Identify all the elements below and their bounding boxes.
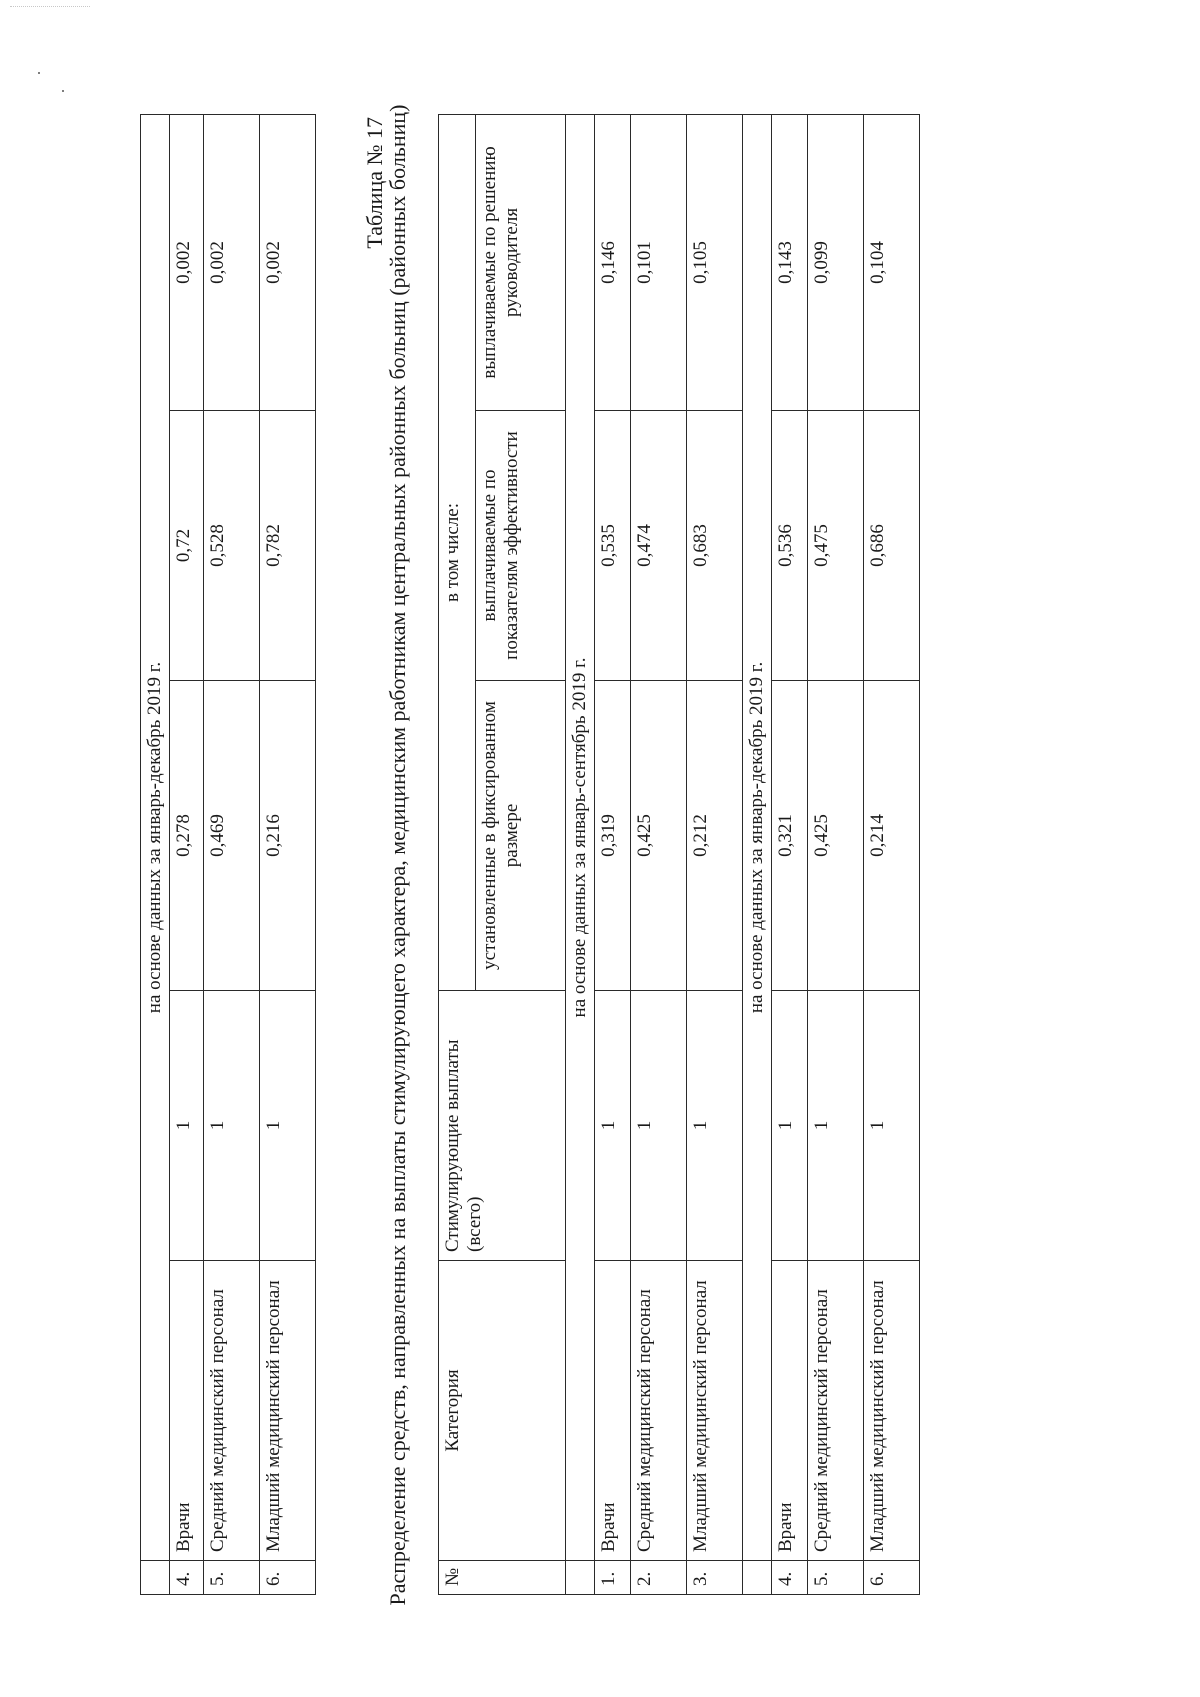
row-number: 4. [771, 1561, 807, 1595]
row-total: 1 [863, 991, 919, 1261]
row-number: 6. [259, 1561, 315, 1595]
row-manager: 0,143 [771, 114, 807, 410]
row-total: 1 [807, 991, 863, 1261]
table-row [863, 114, 919, 1594]
row-category: Младший медицинский персонал [686, 1261, 742, 1561]
header-including: в том числе: [439, 114, 476, 990]
row-manager: 0,101 [630, 114, 686, 410]
row-category: Средний медицинский персонал [807, 1261, 863, 1561]
row-category: Врачи [169, 1261, 203, 1561]
row-fixed: 0,214 [863, 681, 919, 991]
row-total: 1 [259, 991, 315, 1261]
section-row [566, 114, 595, 1594]
row-category: Средний медицинский персонал [630, 1261, 686, 1561]
row-efficiency: 0,475 [807, 411, 863, 681]
table-row [686, 114, 742, 1594]
row-number: 3. [686, 1561, 742, 1595]
table-17 [438, 114, 920, 1595]
row-fixed: 0,469 [203, 681, 259, 991]
row-category: Врачи [594, 1261, 630, 1561]
row-manager: 0,002 [203, 114, 259, 410]
table-row [807, 114, 863, 1594]
row-efficiency: 0,686 [863, 411, 919, 681]
row-number: 5. [203, 1561, 259, 1595]
row-efficiency: 0,528 [203, 411, 259, 681]
row-category: Средний медицинский персонал [203, 1261, 259, 1561]
header-efficiency: выплачиваемые по показателям эффективности [476, 411, 566, 681]
row-number: 1. [594, 1561, 630, 1595]
table-title: Распределение средств, направленных на выплаты стимулирующего характера, медицинским работникам центральных районных больниц (районных больниц) [385, 104, 410, 1606]
row-fixed: 0,319 [594, 681, 630, 991]
row-fixed: 0,278 [169, 681, 203, 991]
row-manager: 0,105 [686, 114, 742, 410]
table-row [630, 114, 686, 1594]
empty-cell [141, 1561, 170, 1595]
row-fixed: 0,216 [259, 681, 315, 991]
section-label: на основе данных за январь-декабрь 2019 г. [141, 114, 170, 1560]
row-number: 5. [807, 1561, 863, 1595]
table-number-label: Таблица № 17 [362, 117, 387, 249]
table-row [771, 114, 807, 1594]
header-category: Категория [439, 1261, 566, 1561]
scan-dot [38, 72, 40, 74]
header-total: Стимулирующие выплаты (всего) [439, 991, 566, 1261]
row-efficiency: 0,72 [169, 411, 203, 681]
table-row [594, 114, 630, 1594]
header-row [439, 114, 476, 1594]
row-manager: 0,002 [169, 114, 203, 410]
table-row [203, 114, 259, 1594]
row-manager: 0,104 [863, 114, 919, 410]
row-category: Младший медицинский персонал [863, 1261, 919, 1561]
row-efficiency: 0,474 [630, 411, 686, 681]
header-manager: выплачиваемые по решению руководителя [476, 114, 566, 410]
row-manager: 0,002 [259, 114, 315, 410]
row-total: 1 [630, 991, 686, 1261]
row-total: 1 [203, 991, 259, 1261]
row-category: Врачи [771, 1261, 807, 1561]
scan-dot [62, 90, 64, 92]
table-row [259, 114, 315, 1594]
row-total: 1 [594, 991, 630, 1261]
row-fixed: 0,212 [686, 681, 742, 991]
row-total: 1 [169, 991, 203, 1261]
empty-cell [742, 1561, 771, 1595]
scan-artifact [10, 6, 90, 9]
row-efficiency: 0,536 [771, 411, 807, 681]
header-fixed: установленные в фиксированном размере [476, 681, 566, 991]
row-efficiency: 0,782 [259, 411, 315, 681]
row-category: Младший медицинский персонал [259, 1261, 315, 1561]
row-number: 4. [169, 1561, 203, 1595]
section-label: на основе данных за январь-сентябрь 2019 г. [566, 114, 595, 1560]
header-number: № [439, 1561, 566, 1595]
section-label: на основе данных за январь-декабрь 2019 г. [742, 114, 771, 1560]
row-efficiency: 0,535 [594, 411, 630, 681]
row-fixed: 0,321 [771, 681, 807, 991]
rotated-page [100, 55, 1100, 1655]
row-number: 2. [630, 1561, 686, 1595]
row-total: 1 [686, 991, 742, 1261]
row-fixed: 0,425 [630, 681, 686, 991]
section-row [141, 114, 170, 1594]
row-manager: 0,099 [807, 114, 863, 410]
row-manager: 0,146 [594, 114, 630, 410]
table-16-continuation [140, 114, 316, 1595]
row-total: 1 [771, 991, 807, 1261]
row-efficiency: 0,683 [686, 411, 742, 681]
table-row [169, 114, 203, 1594]
section-row [742, 114, 771, 1594]
row-fixed: 0,425 [807, 681, 863, 991]
empty-cell [566, 1561, 595, 1595]
row-number: 6. [863, 1561, 919, 1595]
